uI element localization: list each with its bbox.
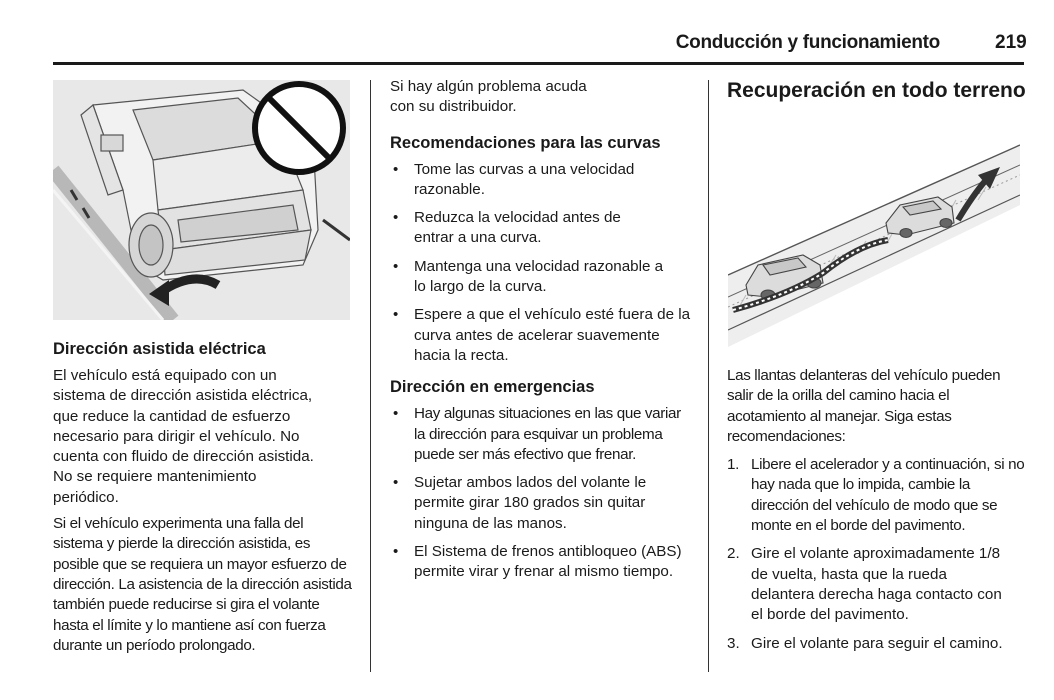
list-item: • Hay algunas situaciones en las que variar la dirección para esquivar un problema puede ser más efectivo que frenar. bbox=[390, 404, 690, 465]
list-item: • Mantenga una velocidad razonable a lo largo de la curva. bbox=[390, 257, 674, 298]
truck-steering-illustration bbox=[53, 80, 350, 320]
curves-list bbox=[390, 160, 690, 367]
paragraph: Si el vehículo experimenta una falla del sistema y pierde la dirección asistida, es posible que se requiera un mayor esfuerzo de dirección. La asistencia de la dirección asistida también puede reducirse si gira el volante hasta el límite y lo mantiene así con fuerza durante un período prolongado. bbox=[53, 515, 352, 654]
intro-text: Si hay algún problema acuda con su distribuidor. bbox=[390, 78, 587, 116]
list-item: • Reduzca la velocidad antes de entrar a una curva. bbox=[390, 208, 659, 249]
right-column-body bbox=[727, 366, 1027, 662]
list-item: • Espere a que el vehículo esté fuera de la curva antes de acelerar suavemente hacia la recta. bbox=[390, 305, 694, 366]
step-text: Gire el volante para seguir el camino. bbox=[751, 634, 1003, 652]
step-number: 1. bbox=[727, 456, 739, 474]
recovery-steps bbox=[727, 455, 1027, 654]
step-number: 3. bbox=[727, 634, 740, 652]
list-item bbox=[727, 455, 1027, 536]
column-divider-right bbox=[708, 80, 709, 672]
left-column bbox=[53, 338, 353, 656]
list-item: • El Sistema de frenos antibloqueo (ABS) permite virar y frenar al mismo tiempo. bbox=[390, 542, 690, 583]
step-number: 2. bbox=[727, 545, 740, 563]
paragraph: El vehículo está equipado con un sistema de dirección asistida eléctrica, que reduce la cantidad de esfuerzo necesario para dirigir el vehículo. No cuenta con fluido de dirección asistida. No se requiere mantenimiento periódico. bbox=[53, 367, 314, 506]
list-item bbox=[727, 634, 1027, 654]
step-text: Gire el volante aproximadamente 1/8 de vuelta, hasta que la rueda delantera derecha haga contacto con el borde del pavimento. bbox=[751, 545, 1002, 624]
step-text: Libere el acelerador y a continuación, si no hay nada que lo impida, cambie la dirección del vehículo de modo que se monte en el borde del pavimento. bbox=[751, 456, 1025, 535]
emergency-list bbox=[390, 404, 690, 582]
page-number: 219 bbox=[995, 32, 1027, 53]
middle-column bbox=[390, 77, 690, 591]
heading-curves: Recomendaciones para las curvas bbox=[390, 133, 661, 152]
section-title: Conducción y funcionamiento bbox=[675, 32, 940, 53]
list-item bbox=[727, 544, 1011, 625]
list-item: • Tome las curvas a una velocidad razonable. bbox=[390, 160, 690, 201]
heading-off-road-recovery: Recuperación en todo terreno bbox=[727, 79, 1026, 102]
prohibited-steering-icon bbox=[255, 84, 343, 172]
column-divider-left bbox=[370, 80, 371, 672]
off-road-recovery-illustration bbox=[728, 125, 1020, 347]
header-rule bbox=[53, 62, 1024, 65]
heading-electric-power-steering: Dirección asistida eléctrica bbox=[53, 340, 266, 358]
intro-text: Las llantas delanteras del vehículo pueden salir de la orilla del camino hacia el acotamiento al manejar. Siga estas recomendaciones: bbox=[727, 367, 1001, 445]
right-column bbox=[727, 78, 1027, 104]
list-item: • Sujetar ambos lados del volante le permite girar 180 grados sin quitar ninguna de las manos. bbox=[390, 473, 690, 534]
heading-emergency-steering: Dirección en emergencias bbox=[390, 378, 595, 397]
